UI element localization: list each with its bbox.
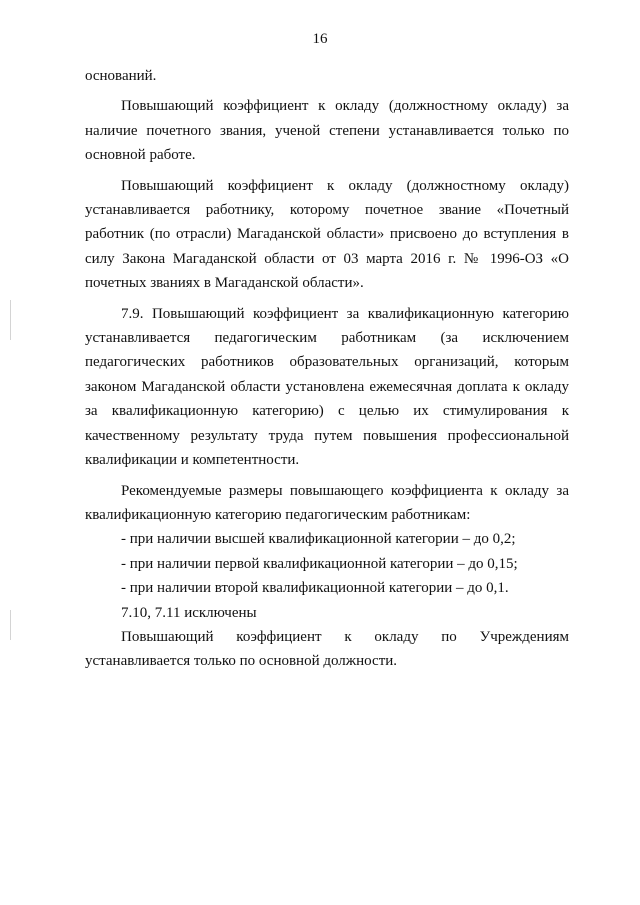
page-number: 16: [312, 31, 328, 47]
list-item-first-category: - при наличии первой квалификационной категории – до 0,15;: [121, 555, 518, 572]
paragraph-honorary-worker-coefficient: Повышающий коэффициент к окладу (должностному окладу) устанавливается работнику, которому почетное звание «Почетный работник (по отрасли) Магаданской области» присвоено до вступления в силу Закона Магаданской области от 03 марта 2016 г. № 1996-ОЗ «О почетных званиях в Магаданской области».: [85, 177, 569, 292]
document-body: [85, 64, 569, 674]
paragraph-section-7-9: 7.9. Повышающий коэффициент за квалификационную категорию устанавливается педагогическим работникам (за исключением педагогических работников образовательных организаций, которым законом Магаданской области установлена ежемесячная доплата к окладу за квалификационную категорию) с целью их стимулирования к качественному результату труда путем повышения профессиональной квалификации и компетентности.: [85, 305, 569, 469]
scan-margin-mark: [10, 300, 11, 340]
list-item-highest-category: - при наличии высшей квалификационной категории – до 0,2;: [121, 531, 516, 548]
paragraph-honorary-title-coefficient: Повышающий коэффициент к окладу (должностному окладу) за наличие почетного звания, ученой степени устанавливается только по основной работе.: [85, 98, 569, 164]
list-item-second-category: - при наличии второй квалификационной категории – до 0,1.: [121, 580, 509, 597]
scan-margin-mark: [10, 610, 11, 640]
paragraph-institutions-line2: устанавливается только по основной должности.: [85, 653, 398, 670]
paragraph-continuation: оснований.: [85, 68, 157, 84]
paragraph-sections-excluded: 7.10, 7.11 исключены: [121, 604, 257, 621]
paragraph-recommended-sizes: Рекомендуемые размеры повышающего коэффициента к окладу за квалификационную категорию педагогическим работникам:: [85, 482, 569, 523]
paragraph-institutions-line1: Повышающий коэффициент к окладу по Учреждениям: [121, 628, 569, 645]
